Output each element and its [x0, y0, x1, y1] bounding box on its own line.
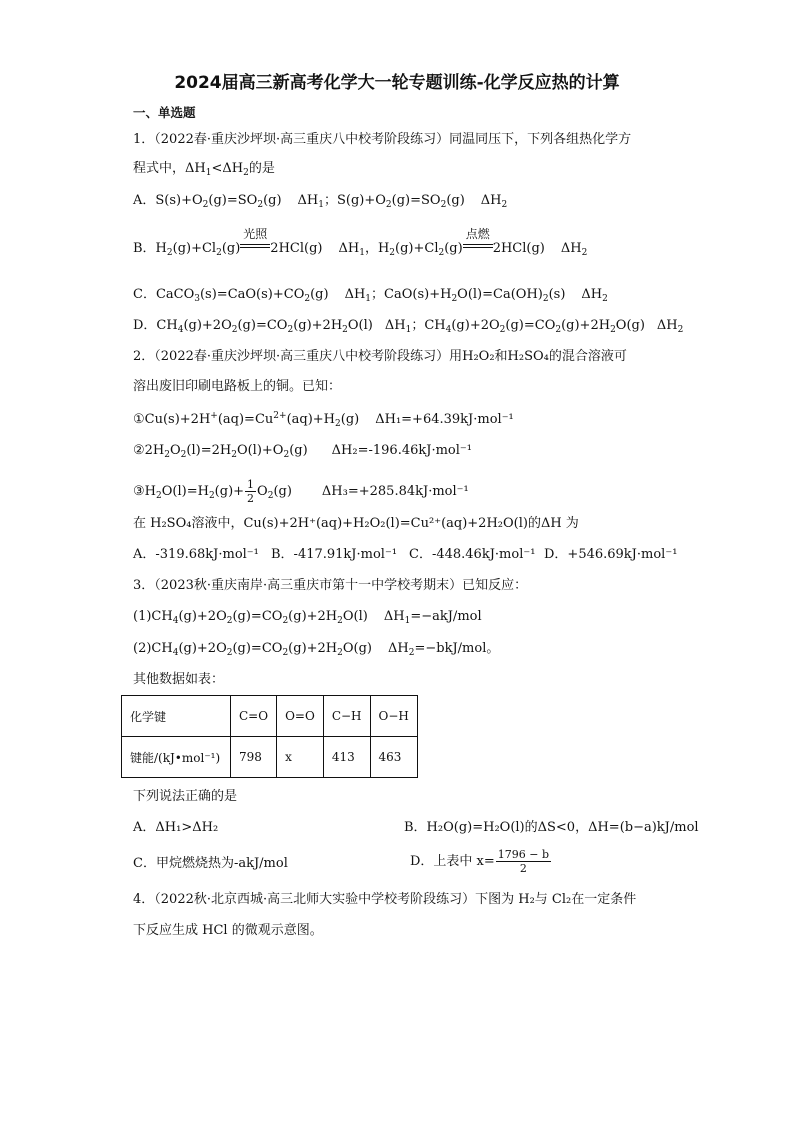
q3-stem-line1: 3．（2023秋·重庆南岸·高三重庆市第十一中学校考期末）已知反应：: [133, 578, 528, 593]
table-cell: O=O: [277, 696, 324, 737]
q3-prompt: 下列说法正确的是: [133, 789, 238, 804]
q2-option-d: D．+546.69kJ·mol⁻¹: [544, 547, 678, 562]
q3-option-d: D．上表中 x= $\frac{1796 - b}{2}$: [410, 848, 550, 875]
q3-reaction-2: $(2)CH_4(g)+2O_2(g)=CO_2(g)+2H_2O(g)$ $\Delta H_2=-bkJ$/mol。: [133, 641, 500, 658]
table-cell: 键能/(kJ•mol⁻¹): [122, 737, 231, 778]
q2-option-c: C．-448.46kJ·mol⁻¹: [409, 547, 536, 562]
q1-option-b: B．$H_2(g)+Cl_2(g)$ 光照 2HCl(g) $\Delta H_1$，$H_2(g)+Cl_2(g)$ 点燃 2HCl(g) $\Delta H_2$: [133, 227, 588, 258]
q2-stem-line2: 溶出废旧印刷电路板上的铜。已知：: [133, 379, 342, 394]
q1-stem-line1: 1．（2022春·重庆沙坪坝·高三重庆八中校考阶段练习）同温同压下，下列各组热化学方: [133, 132, 632, 147]
q4-stem-line1: 4．（2022秋·北京西城·高三北师大实验中学校考阶段练习）下图为 H₂与 Cl₂在一定条件: [133, 892, 637, 907]
q1-option-d: D．$CH_4(g)+2O_2(g)=CO_2(g)+2H_2O(l)$ $\Delta H_1$；$CH_4(g)+2O_2(g)=CO_2(g)+2H_2O(g)$ $\Delta H_2$: [133, 318, 684, 335]
table-row: [122, 737, 418, 778]
q2-option-a: A．-319.68kJ·mol⁻¹: [133, 547, 259, 562]
x-fraction: $\frac{1796 - b}{2}$: [497, 848, 550, 875]
q2-stem-line1: 2．（2022春·重庆沙坪坝·高三重庆八中校考阶段练习）用H₂O₂和H₂SO₄的混合溶液可: [133, 349, 627, 364]
table-cell: 413: [323, 737, 370, 778]
ignite-condition-arrow: 点燃: [463, 240, 493, 258]
q4-stem-line2: 下反应生成 HCl 的微观示意图。: [133, 923, 323, 938]
table-cell: 463: [370, 737, 417, 778]
table-cell: 798: [231, 737, 277, 778]
q2-option-b: B．-417.91kJ·mol⁻¹: [271, 547, 398, 562]
table-cell: 化学键: [122, 696, 231, 737]
q3-option-c: C．甲烷燃烧热为-akJ/mol: [133, 856, 288, 871]
table-cell: C−H: [323, 696, 370, 737]
q1-option-c: C．$CaCO_3(s)=CaO(s)+CO_2(g)$ $\Delta H_1$；$CaO(s)+H_2O(l)=Ca(OH)_2(s)$ $\Delta H_2$: [133, 287, 608, 304]
q1-option-a: A．$S(s)+O_2(g)=SO_2(g)$ $\Delta H_1$；$S(g)+O_2(g)=SO_2(g)$ $\Delta H_2$: [133, 193, 508, 210]
light-condition-arrow: 光照: [240, 240, 270, 258]
q2-given-2: $②2H_2O_2(l)=2H_2O(l)+O_2(g)$ ΔH₂=-196.46kJ·mol⁻¹: [133, 443, 472, 460]
q3-option-b: B．H₂O(g)=H₂O(l)的ΔS<0，ΔH=(b−a)kJ/mol: [404, 820, 699, 835]
table-cell: x: [277, 737, 324, 778]
q3-other-data: 其他数据如表：: [133, 672, 225, 687]
q3-option-a: A．ΔH₁>ΔH₂: [133, 820, 219, 835]
page-title: 2024届高三新高考化学大一轮专题训练-化学反应热的计算: [174, 73, 620, 93]
table-header-row: [122, 696, 418, 737]
q2-given-1: $①Cu(s)+2H^+(aq)=Cu^{2+}(aq)+H_2(g)$ ΔH₁=+64.39kJ·mol⁻¹: [133, 411, 514, 429]
bond-energy-table: [121, 695, 418, 778]
table-cell: C=O: [231, 696, 277, 737]
q3-reaction-1: $(1)CH_4(g)+2O_2(g)=CO_2(g)+2H_2O(l)$ $\Delta H_1=-akJ$/mol: [133, 609, 482, 626]
q1-stem-line2: 程式中，$\Delta H_1<\Delta H_2$的是: [133, 161, 275, 178]
q2-ask: 在 H₂SO₄溶液中，Cu(s)+2H⁺(aq)+H₂O₂(l)=Cu²⁺(aq)+2H₂O(l)的ΔH 为: [133, 516, 579, 531]
q2-given-3: $③H_2O(l)=H_2(g)+$ $\frac{1}{2}$ $O_2(g)$ ΔH₃=+285.84kJ·mol⁻¹: [133, 478, 469, 505]
section-heading: 一、单选题: [133, 105, 196, 120]
table-cell: O−H: [370, 696, 417, 737]
one-half-fraction: $\frac{1}{2}$: [247, 478, 255, 505]
